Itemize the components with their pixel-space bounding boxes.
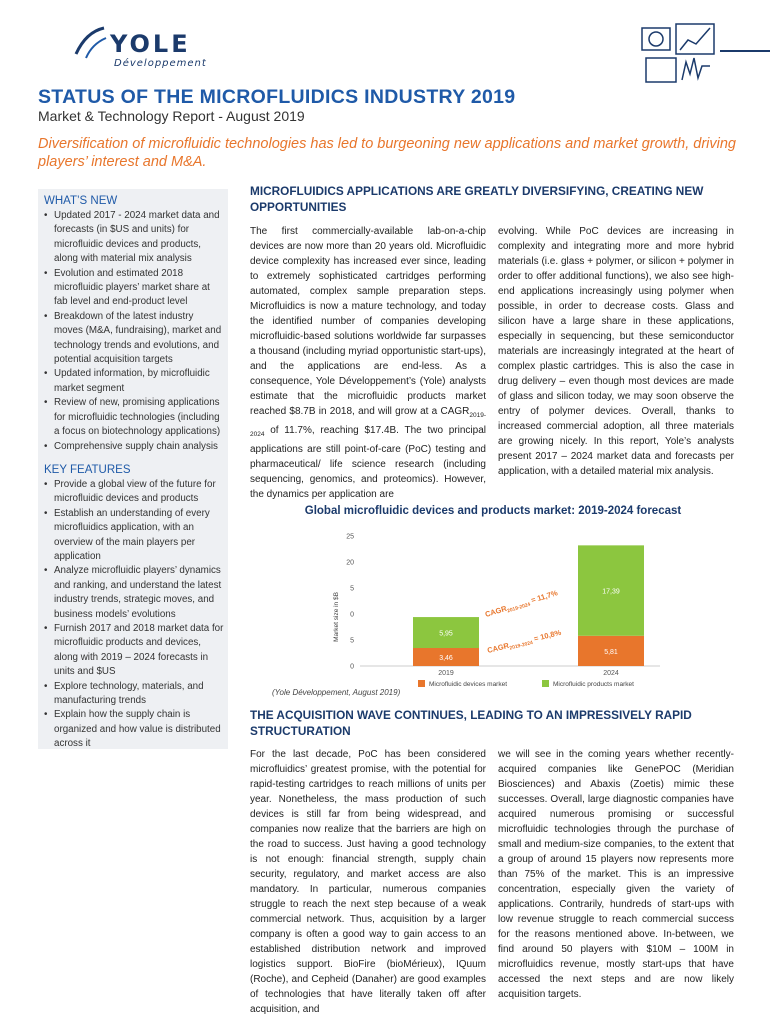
legend-label: Microfluidic devices market: [429, 681, 508, 688]
list-item: • Breakdown of the latest industry moves (M&A, fundraising), market and technology trends and evolutions, and potential acquisition targets: [44, 310, 224, 368]
legend-swatch: [418, 680, 425, 687]
y-tick-label: 5: [350, 637, 354, 645]
section1-col1-text-a: The first commercially-available lab-on-a-chip devices are now more than 20 years old. Microfluidic device complexity has increased ever since, leading to extremely sophisticated cartridges performing automated, complex sample preparation steps. Microfluidics is now a mature technology, and today the identified number of companies developing microfluidic-based solutions worldwide far surpasses a thousand (including myriad opportunistic start-ups), and the applications are end-less. As a consequence, Yole Développement’s (Yole) analysts estimate that the microfluidic products market reached $8.7B in 2018, and will grow at a CAGR: [250, 226, 486, 417]
list-item: • Explore technology, materials, and manufacturing trends: [44, 680, 224, 709]
market-chart: [260, 522, 720, 692]
y-tick-label: 0: [350, 611, 354, 619]
page-subtitle: Market & Technology Report - August 2019: [38, 108, 305, 124]
cagr-annotation: $CAGR_{2019-2024} = 10,8\%$: [486, 627, 563, 655]
report-cover-icon: [640, 22, 718, 86]
list-item: • Evolution and estimated 2018 microfluidic players’ market share at fab level and end-product level: [44, 267, 224, 310]
chart-title: Global microfluidic devices and products market: 2019-2024 forecast: [304, 505, 682, 517]
section1-column-1: [250, 224, 486, 502]
x-tick-label: 2024: [603, 670, 619, 677]
bar-data-label: 17,39: [602, 588, 620, 596]
section1-col1-text-b: of 11.7%, reaching $17.4B. The two principal applications are still point-of-care (PoC) testing and pharmaceutical/ life science research (including sequencing, genomics, and proteomics). However, the dynamics per application are: [250, 425, 486, 500]
y-tick-label: 5: [350, 585, 354, 593]
section2-column-1: For the last decade, PoC has been considered microfluidics’ greatest promise, with the potential for rapid-testing cartridges to reach millions of units per year. Nonetheless, the mass production of such devices is still far from being widespread, and companies now realize that the barriers are high on the road to success. Just having a good technology is not enough: financial strength, supply chain security, regulatory, and market access are also mandatory. In particular, numerous companies struggle to reach the next step because of a weak commercial network. Thus, acquisition by a larger company is often a good way to gain access to an established distribution network and improved logistics support. BioFire (bioMérieux), IQuum (Roche), and Cepheid (Danaher) are good examples of technologies that have literally taken off after acquisition, and: [250, 749, 486, 1015]
y-tick-label: 20: [346, 559, 354, 567]
y-tick-label: 25: [346, 533, 354, 541]
list-item: • Explain how the supply chain is organized and how value is distributed across it: [44, 708, 224, 751]
key-features-list: [44, 478, 224, 752]
chart-source: (Yole Développement, August 2019): [272, 688, 401, 697]
legend-swatch: [542, 680, 549, 687]
legend-label: Microfluidic products market: [553, 681, 634, 688]
bar-data-label: 5,81: [604, 648, 618, 656]
section1-col1-sub: 2019-2024: [250, 412, 486, 438]
whats-new-list: [44, 209, 224, 454]
y-axis-label: Market size in $B: [333, 592, 340, 642]
bar-data-label: 3,46: [439, 655, 453, 663]
list-item: • Comprehensive supply chain analysis: [44, 440, 224, 454]
section1-column-2: evolving. While PoC devices are increasing in complexity and integrating more and more hybrid materials (i.e. glass + polymer, or silicon + polymer in order to offer additional functions), we also see high-end applications increasingly using polymer when possible, in order to decrease costs. Glass and silicon have a large share in these applications, especially in sequencing, but these semiconductor materials are increasingly integrated at the heart of complex plastic cartridges. This is also the case in drug delivery – even though most devices are made of glass and silicon today, we may soon observe the entry of polymer devices. Overall, thanks to increased commercial adoption, all three materials are growing nicely. In this report, Yole’s analysts present 2017 – 2024 market data and forecasts per application, with a detailed material mix analysis.: [498, 226, 734, 477]
yole-logo: [72, 22, 232, 72]
bar-data-label: 5,95: [439, 630, 453, 638]
logo-name: YOLE: [110, 30, 191, 58]
list-item: • Provide a global view of the future for microfluidic devices and products: [44, 478, 224, 507]
sidebar: [38, 189, 228, 749]
header-rule: [720, 50, 770, 52]
list-item: • Establish an understanding of every microfluidics application, with an overview of the main players per application: [44, 507, 224, 565]
key-features-heading: KEY FEATURES: [44, 463, 131, 476]
section2-heading: THE ACQUISITION WAVE CONTINUES, LEADING TO AN IMPRESSIVELY RAPID STRUCTURATION: [250, 708, 692, 738]
tagline: Diversification of microfluidic technologies has led to burgeoning new applications and market growth, driving players’ interest and M&A.: [38, 136, 736, 170]
whats-new-heading: WHAT’S NEW: [44, 195, 118, 207]
section1-heading: MICROFLUIDICS APPLICATIONS ARE GREATLY DIVERSIFYING, CREATING NEW OPPORTUNITIES: [250, 184, 704, 214]
list-item: • Updated information, by microfluidic market segment: [44, 367, 224, 396]
y-tick-label: 0: [350, 663, 354, 671]
list-item: • Furnish 2017 and 2018 market data for microfluidic products and devices, along with 2019 – 2024 forecasts in units and $US: [44, 622, 224, 680]
section2-column-2: we will see in the coming years whether recently-acquired companies like GenePOC (Meridian Biosciences) and Abaxis (Zoetis) mimic these successes. Overall, large diagnostic companies have acquired numerous promising or successful microfluidic technologies through the purchase of small and medium-size companies, to the extent that a group of around 15 players now represents more than 75% of the market. This is an impressive concentration, especially given the variety of applications. Contrarily, hundreds of start-ups with low revenue struggle to reach commercial success for the reasons mentioned above. In-between, we find around 50 players with $10M – 100M in microfluidics revenue, mostly start-ups that have accessed the next steps and are now likely acquisition targets.: [498, 749, 734, 1000]
list-item: • Updated 2017 - 2024 market data and forecasts (in $US and units) for microfluidic devices and products, along with material mix analysis: [44, 209, 224, 267]
logo-mark-icon: [72, 24, 112, 64]
list-item: • Review of new, promising applications for microfluidic technologies (including a focus on biotechnology applications): [44, 396, 224, 439]
logo-subtitle: Développement: [114, 58, 207, 69]
page-title: STATUS OF THE MICROFLUIDICS INDUSTRY 2019: [38, 86, 516, 108]
cagr-annotation: $CAGR_{2019-2024} = 11,7\%$: [483, 588, 559, 619]
x-tick-label: 2019: [438, 670, 454, 677]
list-item: • Analyze microfluidic players’ dynamics and ranking, and understand the latest industry trends, strategic moves, and business models’ evolutions: [44, 564, 224, 622]
